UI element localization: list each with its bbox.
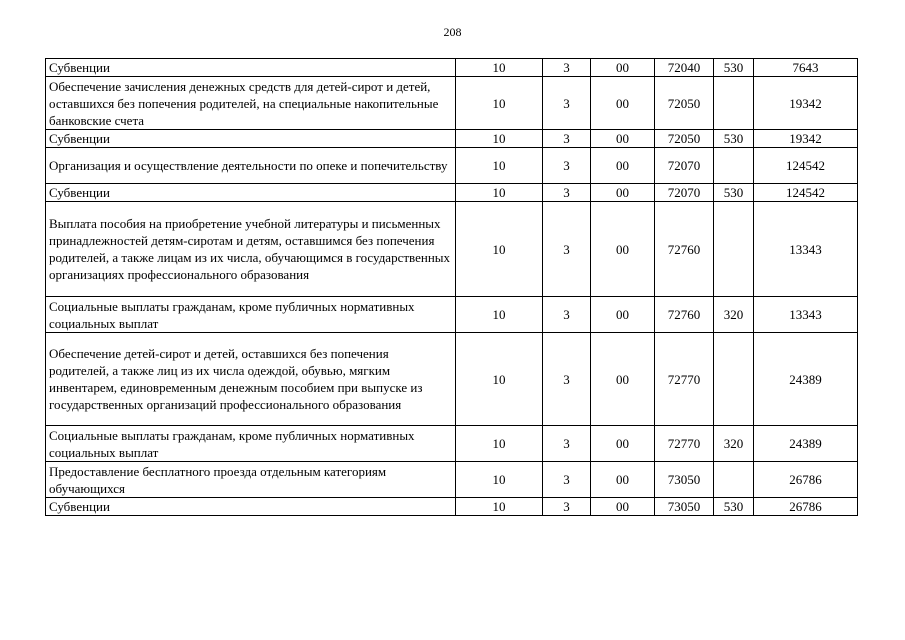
target-code: 73050 xyxy=(655,498,714,516)
row-name: Предоставление бесплатного проезда отдельным категориям обучающихся xyxy=(46,462,456,498)
expense-type-code: 530 xyxy=(714,130,754,148)
section-code: 10 xyxy=(456,130,543,148)
row-name: Субвенции xyxy=(46,184,456,202)
section-code: 10 xyxy=(456,77,543,130)
program-code: 00 xyxy=(591,462,655,498)
subsection-code: 3 xyxy=(543,202,591,297)
program-code: 00 xyxy=(591,59,655,77)
section-code: 10 xyxy=(456,498,543,516)
expense-type-code: 320 xyxy=(714,297,754,333)
amount: 13343 xyxy=(754,202,858,297)
expense-type-code xyxy=(714,77,754,130)
expense-type-code xyxy=(714,148,754,184)
row-name: Обеспечение зачисления денежных средств для детей-сирот и детей, оставшихся без попечения родителей, на специальные накопительные банковские счета xyxy=(46,77,456,130)
amount: 24389 xyxy=(754,426,858,462)
expense-type-code: 320 xyxy=(714,426,754,462)
section-code: 10 xyxy=(456,59,543,77)
section-code: 10 xyxy=(456,202,543,297)
program-code: 00 xyxy=(591,77,655,130)
program-code: 00 xyxy=(591,333,655,426)
section-code: 10 xyxy=(456,333,543,426)
target-code: 72760 xyxy=(655,297,714,333)
row-name: Социальные выплаты гражданам, кроме публичных нормативных социальных выплат xyxy=(46,426,456,462)
target-code: 72770 xyxy=(655,426,714,462)
expense-type-code xyxy=(714,462,754,498)
subsection-code: 3 xyxy=(543,462,591,498)
table-row xyxy=(46,462,858,498)
table-row xyxy=(46,59,858,77)
program-code: 00 xyxy=(591,148,655,184)
expense-type-code: 530 xyxy=(714,498,754,516)
target-code: 72070 xyxy=(655,148,714,184)
row-name: Субвенции xyxy=(46,59,456,77)
table-row xyxy=(46,77,858,130)
expense-type-code: 530 xyxy=(714,59,754,77)
row-name: Выплата пособия на приобретение учебной литературы и письменных принадлежностей детям-сиротам и детям, оставшимся без попечения родителей, а также лицам из их числа, обучающимся в государственных организациях профессионального образования xyxy=(46,202,456,297)
target-code: 72760 xyxy=(655,202,714,297)
program-code: 00 xyxy=(591,498,655,516)
page-number: 208 xyxy=(443,25,462,39)
subsection-code: 3 xyxy=(543,130,591,148)
subsection-code: 3 xyxy=(543,297,591,333)
section-code: 10 xyxy=(456,148,543,184)
amount: 26786 xyxy=(754,498,858,516)
program-code: 00 xyxy=(591,130,655,148)
target-code: 72050 xyxy=(655,77,714,130)
table-row xyxy=(46,426,858,462)
program-code: 00 xyxy=(591,184,655,202)
table-row xyxy=(46,297,858,333)
expense-type-code: 530 xyxy=(714,184,754,202)
expense-type-code xyxy=(714,333,754,426)
subsection-code: 3 xyxy=(543,184,591,202)
target-code: 72070 xyxy=(655,184,714,202)
amount: 13343 xyxy=(754,297,858,333)
program-code: 00 xyxy=(591,297,655,333)
amount: 7643 xyxy=(754,59,858,77)
table-row xyxy=(46,130,858,148)
row-name: Социальные выплаты гражданам, кроме публичных нормативных социальных выплат xyxy=(46,297,456,333)
row-name: Организация и осуществление деятельности по опеке и попечительству xyxy=(46,148,456,184)
table-row xyxy=(46,333,858,426)
section-code: 10 xyxy=(456,462,543,498)
table-row xyxy=(46,148,858,184)
subsection-code: 3 xyxy=(543,148,591,184)
subsection-code: 3 xyxy=(543,426,591,462)
amount: 24389 xyxy=(754,333,858,426)
amount: 19342 xyxy=(754,130,858,148)
subsection-code: 3 xyxy=(543,498,591,516)
amount: 124542 xyxy=(754,148,858,184)
program-code: 00 xyxy=(591,426,655,462)
program-code: 00 xyxy=(591,202,655,297)
row-name: Субвенции xyxy=(46,498,456,516)
target-code: 72040 xyxy=(655,59,714,77)
amount: 26786 xyxy=(754,462,858,498)
budget-table xyxy=(45,58,858,516)
table-row xyxy=(46,498,858,516)
table-row xyxy=(46,184,858,202)
subsection-code: 3 xyxy=(543,59,591,77)
subsection-code: 3 xyxy=(543,77,591,130)
amount: 124542 xyxy=(754,184,858,202)
row-name: Обеспечение детей-сирот и детей, оставшихся без попечения родителей, а также лиц из их числа одеждой, обувью, мягким инвентарем, единовременным денежным пособием при выпуске из государственных организаций профессионального образования xyxy=(46,333,456,426)
target-code: 72050 xyxy=(655,130,714,148)
subsection-code: 3 xyxy=(543,333,591,426)
section-code: 10 xyxy=(456,297,543,333)
row-name: Субвенции xyxy=(46,130,456,148)
section-code: 10 xyxy=(456,426,543,462)
section-code: 10 xyxy=(456,184,543,202)
expense-type-code xyxy=(714,202,754,297)
target-code: 72770 xyxy=(655,333,714,426)
table-row xyxy=(46,202,858,297)
amount: 19342 xyxy=(754,77,858,130)
target-code: 73050 xyxy=(655,462,714,498)
